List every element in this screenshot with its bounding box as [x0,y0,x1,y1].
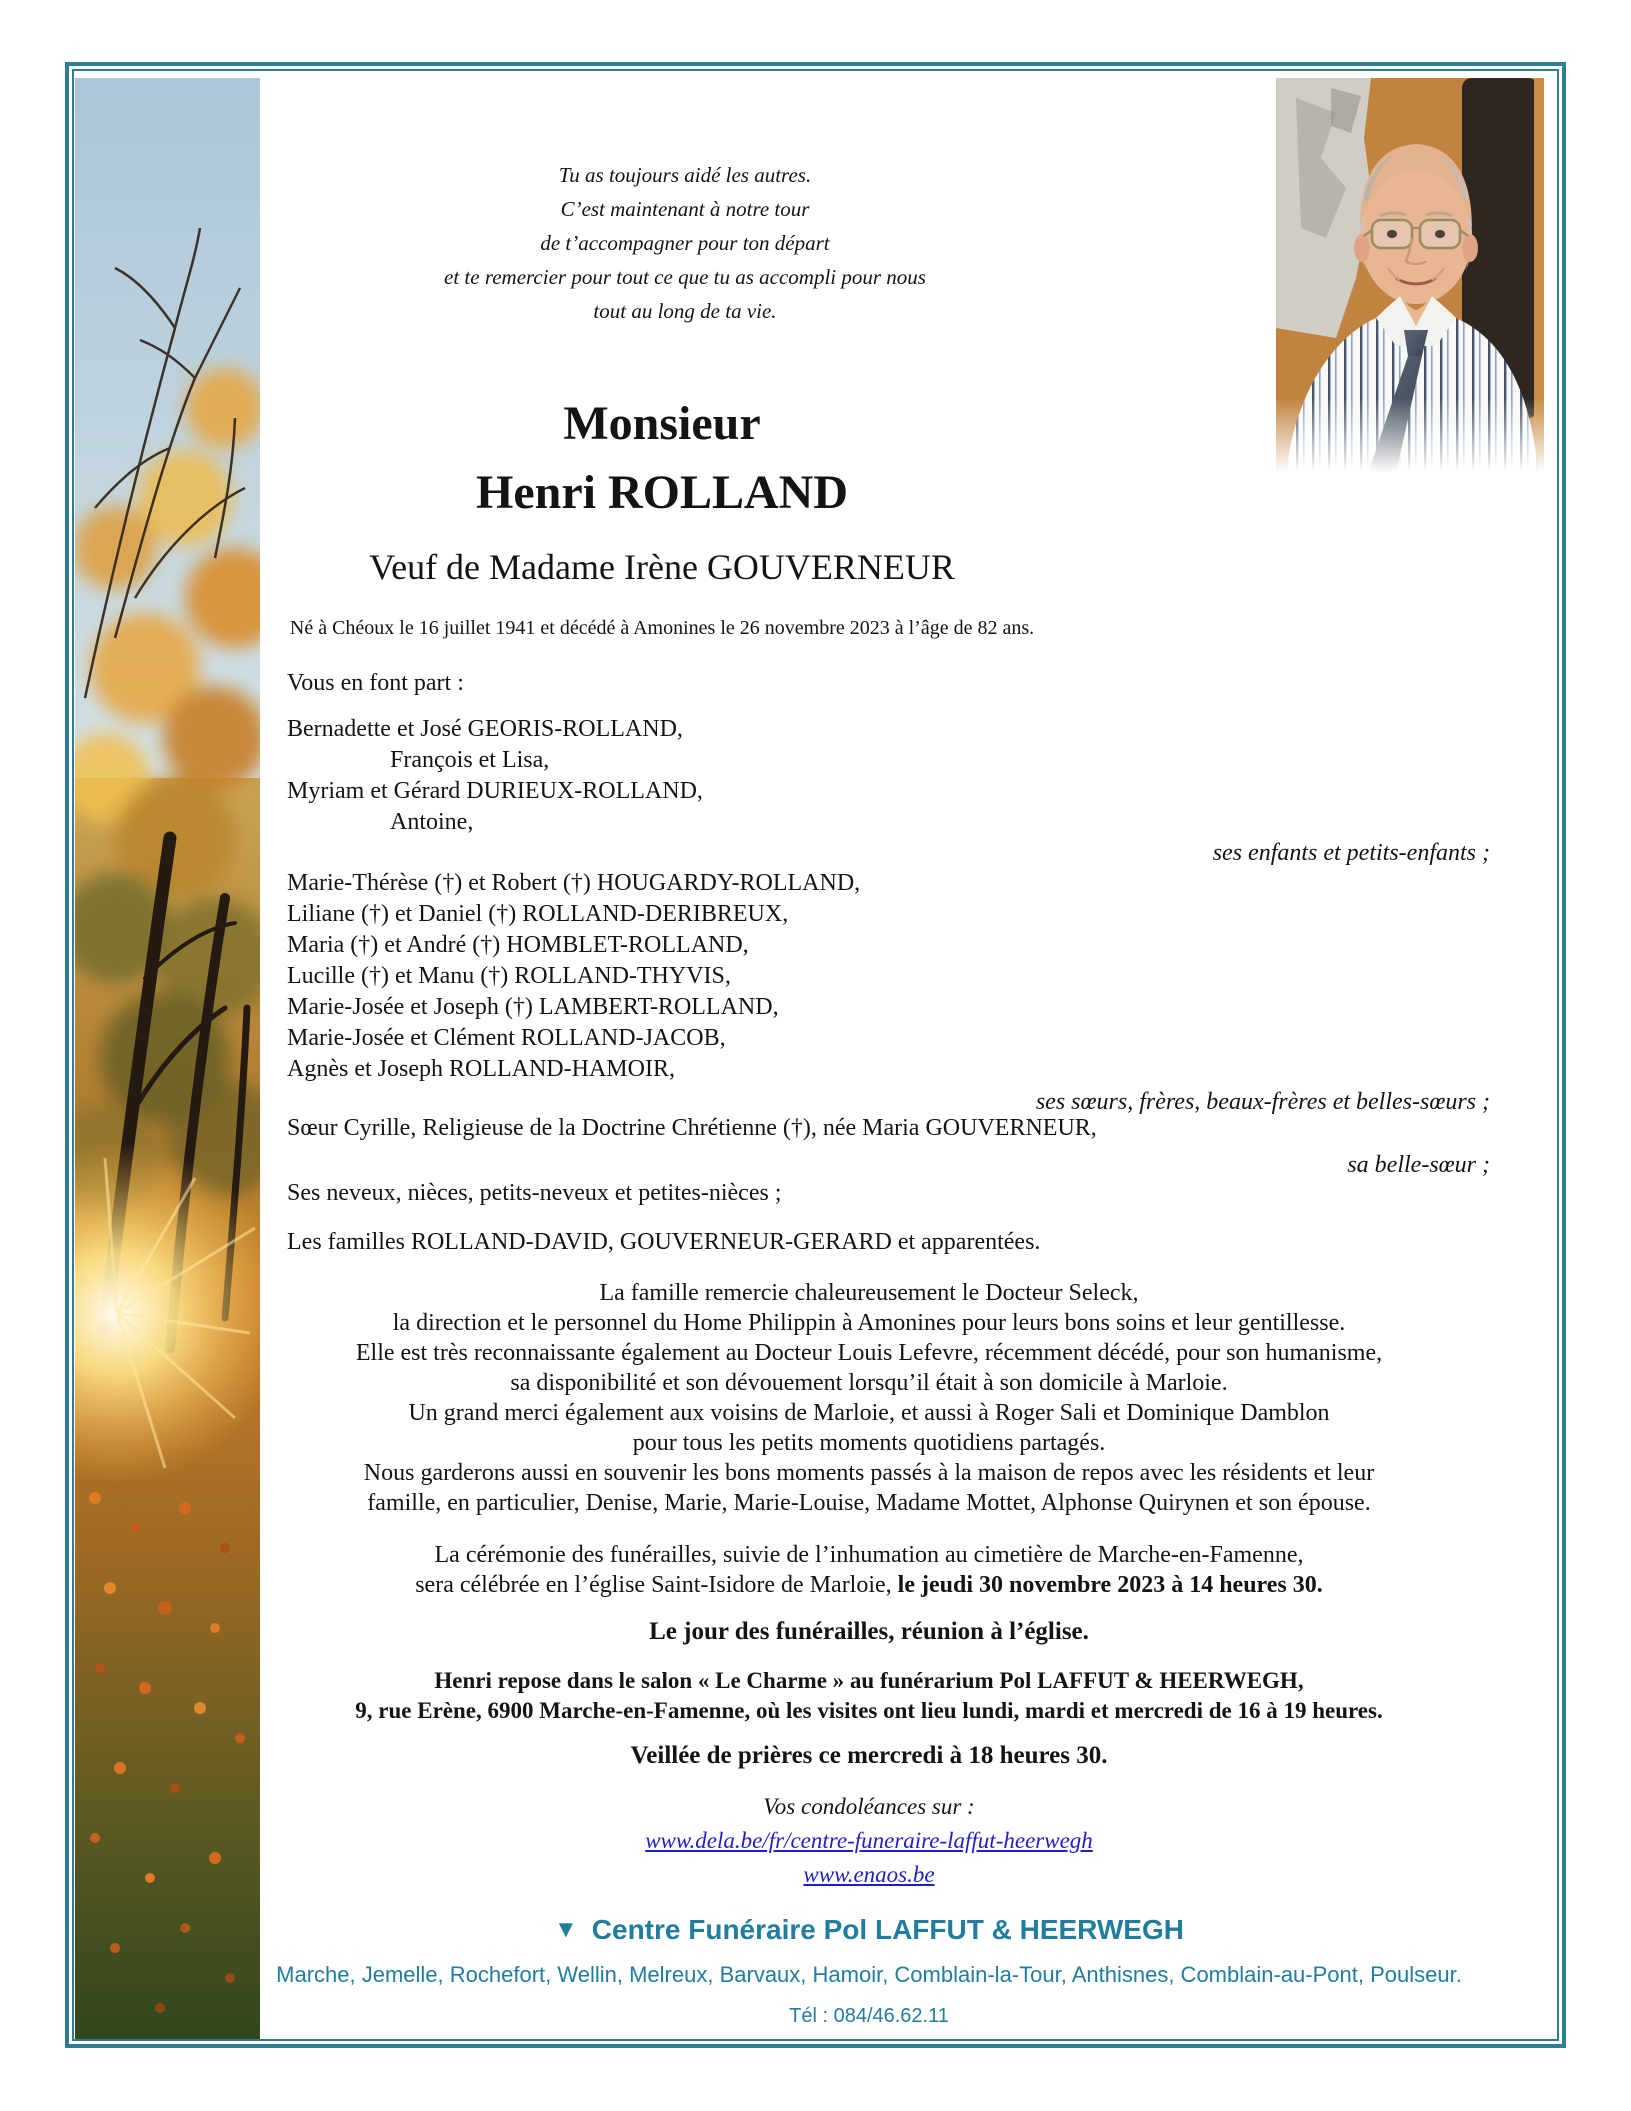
funeral-home-notice [355,1666,1382,1726]
acknowledgement-line: famille, en particulier, Denise, Marie, Marie-Louise, Madame Mottet, Alphonse Quirynen et son épouse. [367,1490,1371,1516]
acknowledgement-line: Elle est très reconnaissante également au Docteur Louis Lefevre, récemment décédé, pour son humanisme, [355,1340,1383,1366]
funeral-home-phone: Tél : 084/46.62.11 [789,2005,949,2027]
acknowledgement-line: la direction et le personnel du Home Philippin à Amonines pour leurs bons soins et leur gentillesse. [392,1310,1346,1336]
ceremony-line: La cérémonie des funérailles, suivie de l’inhumation au cimetière de Marche-en-Famenne, [434,1542,1304,1568]
funeral-home-line: Henri repose dans le salon « Le Charme » au funérarium Pol LAFFUT & HEERWEGH, [434,1668,1304,1693]
acknowledgement-line: Un grand merci également aux voisins de Marloie, et aussi à Roger Sali et Dominique Damblon [408,1400,1330,1426]
ceremony-line [415,1570,1323,1600]
vigil-notice: Veillée de prières ce mercredi à 18 heures 30. [630,1742,1108,1769]
family-member-line: Antoine, [390,809,474,835]
epitaph-verse [444,158,926,328]
deceased-name: Henri ROLLAND [476,466,848,519]
announcement-intro: Vous en font part : [287,670,464,696]
children-role-label: ses enfants et petits-enfants ; [1212,840,1490,866]
ceremony-date-bold: le jeudi 30 novembre 2023 à 14 heures 30. [897,1572,1323,1598]
related-families-line: Les familles ROLLAND-DAVID, GOUVERNEUR-GERARD et apparentées. [287,1229,1041,1255]
sister-in-law-line: Sœur Cyrille, Religieuse de la Doctrine Chrétienne (†), née Maria GOUVERNEUR, [287,1115,1097,1141]
condolences-link-dela[interactable]: www.dela.be/fr/centre-funeraire-laffut-heerwegh [645,1828,1093,1853]
ceremony-announcement [415,1540,1323,1600]
sister-in-law-role-label: sa belle-sœur ; [1347,1152,1490,1178]
meeting-notice: Le jour des funérailles, réunion à l’église. [649,1618,1089,1645]
ceremony-line-regular: sera célébrée en l’église Saint-Isidore de Marloie, [415,1572,898,1598]
family-member-line: Bernadette et José GEORIS-ROLLAND, [287,716,683,742]
widower-subtitle: Veuf de Madame Irène GOUVERNEUR [369,547,955,587]
acknowledgements-paragraph [356,1278,1382,1518]
family-member-line: Liliane (†) et Daniel (†) ROLLAND-DERIBREUX, [287,901,789,927]
siblings-role-label: ses sœurs, frères, beaux-frères et belles-sœurs ; [1035,1089,1490,1115]
acknowledgement-line: Nous garderons aussi en souvenir les bons moments passés à la maison de repos avec les résidents et leur [363,1460,1375,1486]
acknowledgement-line: La famille remercie chaleureusement le Docteur Seleck, [599,1280,1139,1306]
family-member-line: Maria (†) et André (†) HOMBLET-ROLLAND, [287,932,749,958]
deceased-portrait-photo [1276,78,1544,473]
epitaph-line: tout au long de ta vie. [593,299,777,323]
autumn-trees-photo [75,78,260,2040]
condolences-link-enaos[interactable]: www.enaos.be [803,1862,935,1887]
family-member-line: Marie-Josée et Joseph (†) LAMBERT-ROLLAND, [287,994,779,1020]
children-list [287,714,703,838]
family-member-line: Agnès et Joseph ROLLAND-HAMOIR, [287,1056,675,1082]
triangle-bullet-icon: ▼ [554,1916,578,1943]
portrait-illustration [1276,78,1544,473]
nephews-line: Ses neveux, nièces, petits-neveux et petites-nièces ; [287,1180,782,1206]
siblings-list [287,868,860,1085]
funeral-home-brand [554,1914,1184,1946]
funeral-home-cities: Marche, Jemelle, Rochefort, Wellin, Melreux, Barvaux, Hamoir, Comblain-la-Tour, Anthisnes, Comblain-au-Pont, Poulseur. [276,1962,1462,1987]
epitaph-line: C’est maintenant à notre tour [560,197,810,221]
funeral-home-line: 9, rue Erène, 6900 Marche-en-Famenne, où les visites ont lieu lundi, mardi et mercredi de 16 à 19 heures. [355,1698,1383,1723]
family-member-line: François et Lisa, [390,747,550,773]
epitaph-line: Tu as toujours aidé les autres. [558,163,812,187]
family-member-line: Myriam et Gérard DURIEUX-ROLLAND, [287,778,703,804]
acknowledgement-line: pour tous les petits moments quotidiens partagés. [632,1430,1106,1456]
family-member-line: Marie-Thérèse (†) et Robert (†) HOUGARDY-ROLLAND, [287,870,861,896]
funeral-home-name: Centre Funéraire Pol LAFFUT & HEERWEGH [591,1914,1184,1945]
birth-death-line: Né à Chéoux le 16 juillet 1941 et décédé à Amonines le 26 novembre 2023 à l’âge de 82 ans. [289,617,1035,639]
salutation-title: Monsieur [563,397,761,450]
family-member-line: Lucille (†) et Manu (†) ROLLAND-THYVIS, [287,963,731,989]
condolences-label: Vos condoléances sur : [763,1794,975,1819]
epitaph-line: et te remercier pour tout ce que tu as accompli pour nous [444,265,926,289]
decorative-border-frame [65,62,1566,2048]
autumn-trees-illustration [75,78,260,2040]
acknowledgement-line: sa disponibilité et son dévouement lorsqu’il était à son domicile à Marloie. [510,1370,1228,1396]
epitaph-line: de t’accompagner pour ton départ [540,231,830,255]
family-member-line: Marie-Josée et Clément ROLLAND-JACOB, [287,1025,726,1051]
